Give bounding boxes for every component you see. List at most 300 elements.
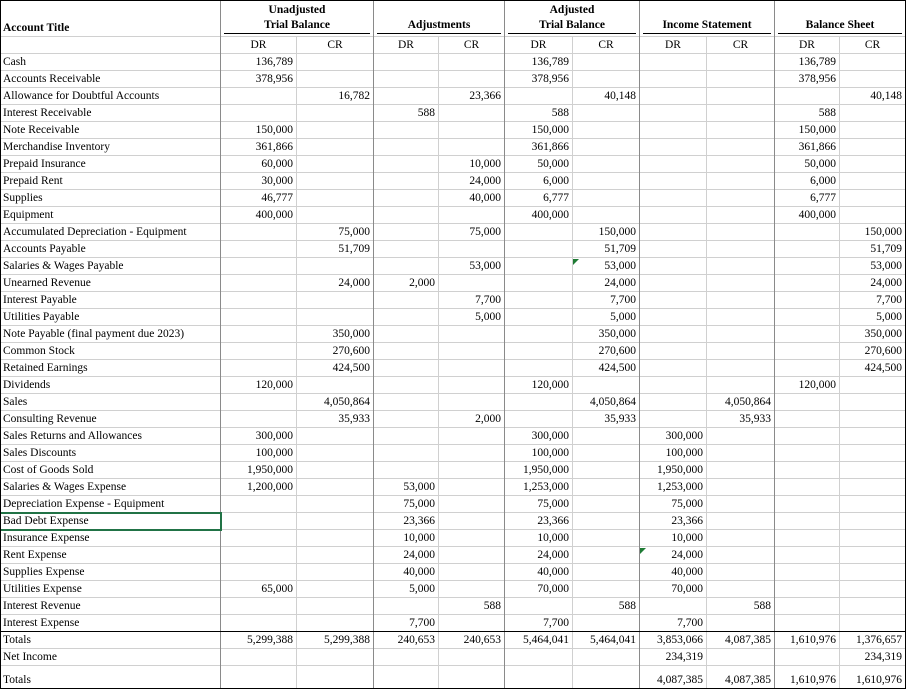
amount-cell[interactable] xyxy=(505,292,573,309)
amount-cell[interactable] xyxy=(297,615,374,632)
amount-cell[interactable] xyxy=(573,173,640,190)
amount-cell[interactable]: 424,500 xyxy=(840,360,906,377)
account-name-cell[interactable]: Dividends xyxy=(0,377,221,394)
account-name-cell[interactable]: Retained Earnings xyxy=(0,360,221,377)
amount-cell[interactable] xyxy=(221,360,297,377)
amount-cell[interactable] xyxy=(640,343,707,360)
amount-cell[interactable] xyxy=(640,326,707,343)
amount-cell[interactable]: 4,087,385 xyxy=(707,632,775,649)
amount-cell[interactable]: 100,000 xyxy=(505,445,573,462)
account-name-cell[interactable]: Accumulated Depreciation - Equipment xyxy=(0,224,221,241)
amount-cell[interactable]: 588 xyxy=(707,598,775,615)
amount-cell[interactable] xyxy=(297,258,374,275)
amount-cell[interactable] xyxy=(297,156,374,173)
amount-cell[interactable] xyxy=(640,190,707,207)
amount-cell[interactable]: 24,000 xyxy=(840,275,906,292)
account-name-cell[interactable]: Consulting Revenue xyxy=(0,411,221,428)
amount-cell[interactable]: 1,950,000 xyxy=(640,462,707,479)
amount-cell[interactable] xyxy=(775,428,840,445)
amount-cell[interactable] xyxy=(297,564,374,581)
amount-cell[interactable] xyxy=(775,649,840,666)
amount-cell[interactable] xyxy=(640,139,707,156)
amount-cell[interactable] xyxy=(840,496,906,513)
amount-cell[interactable] xyxy=(297,581,374,598)
amount-cell[interactable] xyxy=(840,139,906,156)
amount-cell[interactable] xyxy=(573,71,640,88)
amount-cell[interactable] xyxy=(439,496,505,513)
amount-cell[interactable]: 53,000 xyxy=(840,258,906,275)
amount-cell[interactable] xyxy=(573,496,640,513)
account-name-cell[interactable]: Supplies xyxy=(0,190,221,207)
amount-cell[interactable] xyxy=(297,428,374,445)
amount-cell[interactable] xyxy=(297,292,374,309)
amount-cell[interactable]: 75,000 xyxy=(374,496,439,513)
amount-cell[interactable] xyxy=(707,275,775,292)
amount-cell[interactable] xyxy=(505,258,573,275)
amount-cell[interactable] xyxy=(297,122,374,139)
amount-cell[interactable]: 7,700 xyxy=(374,615,439,632)
amount-cell[interactable] xyxy=(775,411,840,428)
amount-cell[interactable] xyxy=(374,343,439,360)
amount-cell[interactable] xyxy=(439,462,505,479)
amount-cell[interactable]: 16,782 xyxy=(297,88,374,105)
account-name-cell[interactable]: Unearned Revenue xyxy=(0,275,221,292)
amount-cell[interactable] xyxy=(374,292,439,309)
amount-cell[interactable] xyxy=(297,139,374,156)
dr-column-header[interactable]: DR xyxy=(374,37,439,54)
amount-cell[interactable] xyxy=(707,496,775,513)
amount-cell[interactable] xyxy=(297,547,374,564)
amount-cell[interactable] xyxy=(374,88,439,105)
amount-cell[interactable]: 24,000 xyxy=(640,547,707,564)
account-name-cell[interactable]: Totals xyxy=(0,666,221,689)
amount-cell[interactable] xyxy=(297,445,374,462)
amount-cell[interactable]: 361,866 xyxy=(505,139,573,156)
dr-column-header[interactable]: DR xyxy=(221,37,297,54)
amount-cell[interactable]: 60,000 xyxy=(221,156,297,173)
amount-cell[interactable] xyxy=(640,54,707,71)
amount-cell[interactable] xyxy=(707,173,775,190)
amount-cell[interactable]: 234,319 xyxy=(840,649,906,666)
amount-cell[interactable] xyxy=(573,207,640,224)
dr-column-header[interactable]: DR xyxy=(505,37,573,54)
amount-cell[interactable] xyxy=(221,105,297,122)
amount-cell[interactable]: 51,709 xyxy=(297,241,374,258)
amount-cell[interactable] xyxy=(374,649,439,666)
amount-cell[interactable] xyxy=(221,394,297,411)
amount-cell[interactable]: 270,600 xyxy=(297,343,374,360)
amount-cell[interactable] xyxy=(775,309,840,326)
amount-cell[interactable] xyxy=(439,666,505,689)
amount-cell[interactable] xyxy=(707,224,775,241)
amount-cell[interactable] xyxy=(775,581,840,598)
account-name-cell[interactable]: Prepaid Insurance xyxy=(0,156,221,173)
amount-cell[interactable]: 361,866 xyxy=(775,139,840,156)
amount-cell[interactable]: 1,610,976 xyxy=(840,666,906,689)
amount-cell[interactable]: 5,299,388 xyxy=(221,632,297,649)
amount-cell[interactable] xyxy=(840,394,906,411)
amount-cell[interactable] xyxy=(505,326,573,343)
amount-cell[interactable]: 35,933 xyxy=(707,411,775,428)
account-name-cell[interactable]: Bad Debt Expense xyxy=(0,513,221,530)
amount-cell[interactable] xyxy=(573,513,640,530)
amount-cell[interactable] xyxy=(573,377,640,394)
amount-cell[interactable] xyxy=(707,547,775,564)
amount-cell[interactable] xyxy=(374,224,439,241)
amount-cell[interactable] xyxy=(640,88,707,105)
account-name-cell[interactable]: Utilities Payable xyxy=(0,309,221,326)
amount-cell[interactable] xyxy=(221,326,297,343)
amount-cell[interactable]: 6,000 xyxy=(505,173,573,190)
column-group-header[interactable] xyxy=(640,0,775,37)
amount-cell[interactable]: 35,933 xyxy=(573,411,640,428)
amount-cell[interactable] xyxy=(840,598,906,615)
amount-cell[interactable] xyxy=(840,564,906,581)
amount-cell[interactable]: 1,610,976 xyxy=(775,666,840,689)
amount-cell[interactable] xyxy=(775,445,840,462)
amount-cell[interactable]: 23,366 xyxy=(439,88,505,105)
amount-cell[interactable]: 588 xyxy=(374,105,439,122)
amount-cell[interactable] xyxy=(775,496,840,513)
amount-cell[interactable]: 40,000 xyxy=(505,564,573,581)
amount-cell[interactable]: 70,000 xyxy=(640,581,707,598)
amount-cell[interactable] xyxy=(707,54,775,71)
amount-cell[interactable] xyxy=(840,428,906,445)
amount-cell[interactable]: 50,000 xyxy=(775,156,840,173)
amount-cell[interactable]: 588 xyxy=(573,598,640,615)
amount-cell[interactable]: 150,000 xyxy=(840,224,906,241)
amount-cell[interactable] xyxy=(707,139,775,156)
amount-cell[interactable] xyxy=(505,88,573,105)
amount-cell[interactable] xyxy=(573,54,640,71)
amount-cell[interactable] xyxy=(221,513,297,530)
amount-cell[interactable] xyxy=(573,581,640,598)
amount-cell[interactable]: 23,366 xyxy=(640,513,707,530)
amount-cell[interactable] xyxy=(439,343,505,360)
amount-cell[interactable] xyxy=(221,224,297,241)
amount-cell[interactable] xyxy=(573,462,640,479)
amount-cell[interactable] xyxy=(840,479,906,496)
account-name-cell[interactable]: Accounts Payable xyxy=(0,241,221,258)
amount-cell[interactable] xyxy=(573,445,640,462)
amount-cell[interactable] xyxy=(573,190,640,207)
amount-cell[interactable] xyxy=(439,615,505,632)
amount-cell[interactable] xyxy=(297,479,374,496)
amount-cell[interactable] xyxy=(707,309,775,326)
amount-cell[interactable] xyxy=(707,530,775,547)
amount-cell[interactable] xyxy=(297,649,374,666)
amount-cell[interactable] xyxy=(505,224,573,241)
amount-cell[interactable] xyxy=(505,241,573,258)
amount-cell[interactable] xyxy=(374,139,439,156)
amount-cell[interactable] xyxy=(439,122,505,139)
amount-cell[interactable]: 234,319 xyxy=(640,649,707,666)
amount-cell[interactable] xyxy=(707,564,775,581)
amount-cell[interactable] xyxy=(640,258,707,275)
amount-cell[interactable] xyxy=(707,122,775,139)
amount-cell[interactable] xyxy=(221,598,297,615)
amount-cell[interactable]: 46,777 xyxy=(221,190,297,207)
amount-cell[interactable] xyxy=(840,462,906,479)
amount-cell[interactable] xyxy=(640,105,707,122)
amount-cell[interactable]: 75,000 xyxy=(505,496,573,513)
amount-cell[interactable] xyxy=(439,547,505,564)
amount-cell[interactable] xyxy=(640,241,707,258)
amount-cell[interactable]: 30,000 xyxy=(221,173,297,190)
amount-cell[interactable] xyxy=(439,360,505,377)
account-name-cell[interactable]: Allowance for Doubtful Accounts xyxy=(0,88,221,105)
amount-cell[interactable] xyxy=(707,615,775,632)
amount-cell[interactable] xyxy=(439,479,505,496)
amount-cell[interactable]: 6,000 xyxy=(775,173,840,190)
amount-cell[interactable] xyxy=(640,360,707,377)
amount-cell[interactable] xyxy=(707,190,775,207)
amount-cell[interactable] xyxy=(573,105,640,122)
account-name-cell[interactable]: Supplies Expense xyxy=(0,564,221,581)
amount-cell[interactable]: 5,464,041 xyxy=(505,632,573,649)
amount-cell[interactable] xyxy=(439,428,505,445)
amount-cell[interactable] xyxy=(374,54,439,71)
amount-cell[interactable] xyxy=(573,547,640,564)
amount-cell[interactable] xyxy=(640,156,707,173)
amount-cell[interactable]: 5,000 xyxy=(374,581,439,598)
amount-cell[interactable] xyxy=(297,54,374,71)
amount-cell[interactable] xyxy=(439,530,505,547)
amount-cell[interactable] xyxy=(840,513,906,530)
amount-cell[interactable]: 120,000 xyxy=(505,377,573,394)
amount-cell[interactable] xyxy=(297,173,374,190)
account-name-cell[interactable]: Totals xyxy=(0,632,221,649)
cr-column-header[interactable]: CR xyxy=(707,37,775,54)
amount-cell[interactable]: 588 xyxy=(775,105,840,122)
account-name-cell[interactable]: Note Receivable xyxy=(0,122,221,139)
amount-cell[interactable] xyxy=(297,190,374,207)
amount-cell[interactable] xyxy=(221,649,297,666)
amount-cell[interactable] xyxy=(707,649,775,666)
amount-cell[interactable] xyxy=(640,394,707,411)
amount-cell[interactable]: 300,000 xyxy=(505,428,573,445)
amount-cell[interactable] xyxy=(573,615,640,632)
amount-cell[interactable] xyxy=(775,598,840,615)
amount-cell[interactable] xyxy=(505,411,573,428)
account-name-cell[interactable]: Note Payable (final payment due 2023) xyxy=(0,326,221,343)
amount-cell[interactable] xyxy=(439,54,505,71)
amount-cell[interactable] xyxy=(840,105,906,122)
amount-cell[interactable] xyxy=(573,428,640,445)
account-name-cell[interactable]: Sales Returns and Allowances xyxy=(0,428,221,445)
amount-cell[interactable]: 378,956 xyxy=(775,71,840,88)
amount-cell[interactable] xyxy=(505,309,573,326)
amount-cell[interactable]: 240,653 xyxy=(374,632,439,649)
cr-column-header[interactable]: CR xyxy=(297,37,374,54)
amount-cell[interactable]: 100,000 xyxy=(221,445,297,462)
amount-cell[interactable] xyxy=(640,275,707,292)
amount-cell[interactable] xyxy=(221,496,297,513)
amount-cell[interactable] xyxy=(374,207,439,224)
amount-cell[interactable]: 4,087,385 xyxy=(640,666,707,689)
account-name-cell[interactable]: Rent Expense xyxy=(0,547,221,564)
account-name-cell[interactable]: Insurance Expense xyxy=(0,530,221,547)
amount-cell[interactable]: 150,000 xyxy=(221,122,297,139)
amount-cell[interactable] xyxy=(439,649,505,666)
amount-cell[interactable]: 150,000 xyxy=(775,122,840,139)
amount-cell[interactable] xyxy=(775,462,840,479)
amount-cell[interactable] xyxy=(439,71,505,88)
amount-cell[interactable]: 150,000 xyxy=(505,122,573,139)
amount-cell[interactable] xyxy=(374,241,439,258)
amount-cell[interactable] xyxy=(775,326,840,343)
amount-cell[interactable] xyxy=(840,530,906,547)
amount-cell[interactable]: 1,950,000 xyxy=(221,462,297,479)
amount-cell[interactable] xyxy=(775,88,840,105)
amount-cell[interactable]: 1,950,000 xyxy=(505,462,573,479)
amount-cell[interactable] xyxy=(775,394,840,411)
amount-cell[interactable] xyxy=(297,496,374,513)
account-name-cell[interactable]: Accounts Receivable xyxy=(0,71,221,88)
amount-cell[interactable] xyxy=(374,326,439,343)
account-name-cell[interactable]: Cost of Goods Sold xyxy=(0,462,221,479)
amount-cell[interactable] xyxy=(775,224,840,241)
amount-cell[interactable] xyxy=(221,564,297,581)
amount-cell[interactable] xyxy=(439,207,505,224)
amount-cell[interactable]: 35,933 xyxy=(297,411,374,428)
amount-cell[interactable] xyxy=(439,513,505,530)
amount-cell[interactable]: 588 xyxy=(505,105,573,122)
amount-cell[interactable] xyxy=(505,360,573,377)
amount-cell[interactable] xyxy=(374,445,439,462)
amount-cell[interactable] xyxy=(297,530,374,547)
amount-cell[interactable] xyxy=(297,105,374,122)
amount-cell[interactable] xyxy=(840,581,906,598)
amount-cell[interactable] xyxy=(439,275,505,292)
column-group-header[interactable] xyxy=(505,0,640,37)
amount-cell[interactable] xyxy=(707,479,775,496)
amount-cell[interactable]: 424,500 xyxy=(573,360,640,377)
amount-cell[interactable]: 350,000 xyxy=(573,326,640,343)
account-name-cell[interactable]: Sales xyxy=(0,394,221,411)
amount-cell[interactable] xyxy=(221,666,297,689)
amount-cell[interactable] xyxy=(221,258,297,275)
amount-cell[interactable] xyxy=(775,258,840,275)
amount-cell[interactable] xyxy=(439,105,505,122)
amount-cell[interactable] xyxy=(840,71,906,88)
amount-cell[interactable] xyxy=(640,122,707,139)
amount-cell[interactable] xyxy=(640,377,707,394)
header-spacer-cell[interactable] xyxy=(0,37,221,54)
amount-cell[interactable] xyxy=(640,292,707,309)
amount-cell[interactable]: 1,376,657 xyxy=(840,632,906,649)
amount-cell[interactable] xyxy=(439,326,505,343)
amount-cell[interactable] xyxy=(505,343,573,360)
amount-cell[interactable]: 136,789 xyxy=(775,54,840,71)
amount-cell[interactable] xyxy=(221,275,297,292)
amount-cell[interactable] xyxy=(573,666,640,689)
account-name-cell[interactable]: Depreciation Expense - Equipment xyxy=(0,496,221,513)
amount-cell[interactable]: 5,000 xyxy=(840,309,906,326)
amount-cell[interactable] xyxy=(573,156,640,173)
amount-cell[interactable]: 100,000 xyxy=(640,445,707,462)
amount-cell[interactable]: 24,000 xyxy=(505,547,573,564)
amount-cell[interactable]: 7,700 xyxy=(573,292,640,309)
amount-cell[interactable] xyxy=(374,598,439,615)
account-title-header[interactable]: Account Title xyxy=(0,0,221,37)
amount-cell[interactable]: 51,709 xyxy=(840,241,906,258)
amount-cell[interactable]: 40,000 xyxy=(374,564,439,581)
column-group-header[interactable] xyxy=(775,0,906,37)
amount-cell[interactable] xyxy=(374,309,439,326)
amount-cell[interactable]: 75,000 xyxy=(439,224,505,241)
amount-cell[interactable] xyxy=(707,326,775,343)
amount-cell[interactable] xyxy=(775,241,840,258)
amount-cell[interactable]: 4,087,385 xyxy=(707,666,775,689)
account-name-cell[interactable]: Interest Revenue xyxy=(0,598,221,615)
amount-cell[interactable] xyxy=(707,360,775,377)
amount-cell[interactable]: 1,253,000 xyxy=(505,479,573,496)
amount-cell[interactable] xyxy=(297,71,374,88)
account-name-cell[interactable]: Interest Payable xyxy=(0,292,221,309)
amount-cell[interactable] xyxy=(297,377,374,394)
amount-cell[interactable]: 53,000 xyxy=(573,258,640,275)
amount-cell[interactable] xyxy=(840,377,906,394)
amount-cell[interactable]: 7,700 xyxy=(840,292,906,309)
amount-cell[interactable] xyxy=(374,666,439,689)
amount-cell[interactable] xyxy=(775,360,840,377)
amount-cell[interactable]: 5,464,041 xyxy=(573,632,640,649)
amount-cell[interactable]: 270,600 xyxy=(573,343,640,360)
amount-cell[interactable]: 3,853,066 xyxy=(640,632,707,649)
amount-cell[interactable] xyxy=(374,462,439,479)
amount-cell[interactable] xyxy=(374,156,439,173)
amount-cell[interactable] xyxy=(840,122,906,139)
amount-cell[interactable] xyxy=(707,462,775,479)
amount-cell[interactable] xyxy=(707,343,775,360)
column-group-header[interactable] xyxy=(221,0,374,37)
amount-cell[interactable] xyxy=(505,598,573,615)
amount-cell[interactable] xyxy=(640,309,707,326)
amount-cell[interactable] xyxy=(573,479,640,496)
amount-cell[interactable]: 240,653 xyxy=(439,632,505,649)
amount-cell[interactable]: 350,000 xyxy=(840,326,906,343)
amount-cell[interactable] xyxy=(221,547,297,564)
amount-cell[interactable] xyxy=(439,139,505,156)
amount-cell[interactable]: 10,000 xyxy=(505,530,573,547)
amount-cell[interactable]: 7,700 xyxy=(439,292,505,309)
amount-cell[interactable] xyxy=(374,71,439,88)
amount-cell[interactable] xyxy=(221,309,297,326)
amount-cell[interactable] xyxy=(775,513,840,530)
amount-cell[interactable]: 270,600 xyxy=(840,343,906,360)
amount-cell[interactable] xyxy=(775,479,840,496)
column-group-header[interactable] xyxy=(374,0,505,37)
amount-cell[interactable] xyxy=(640,71,707,88)
amount-cell[interactable]: 40,148 xyxy=(573,88,640,105)
amount-cell[interactable]: 400,000 xyxy=(221,207,297,224)
amount-cell[interactable]: 6,777 xyxy=(505,190,573,207)
amount-cell[interactable] xyxy=(297,462,374,479)
cr-column-header[interactable]: CR xyxy=(439,37,505,54)
amount-cell[interactable] xyxy=(374,411,439,428)
amount-cell[interactable] xyxy=(573,122,640,139)
amount-cell[interactable] xyxy=(573,139,640,156)
amount-cell[interactable]: 10,000 xyxy=(374,530,439,547)
amount-cell[interactable] xyxy=(374,377,439,394)
amount-cell[interactable]: 5,000 xyxy=(439,309,505,326)
amount-cell[interactable] xyxy=(505,275,573,292)
amount-cell[interactable] xyxy=(221,343,297,360)
cr-column-header[interactable]: CR xyxy=(573,37,640,54)
amount-cell[interactable] xyxy=(840,54,906,71)
amount-cell[interactable] xyxy=(439,564,505,581)
